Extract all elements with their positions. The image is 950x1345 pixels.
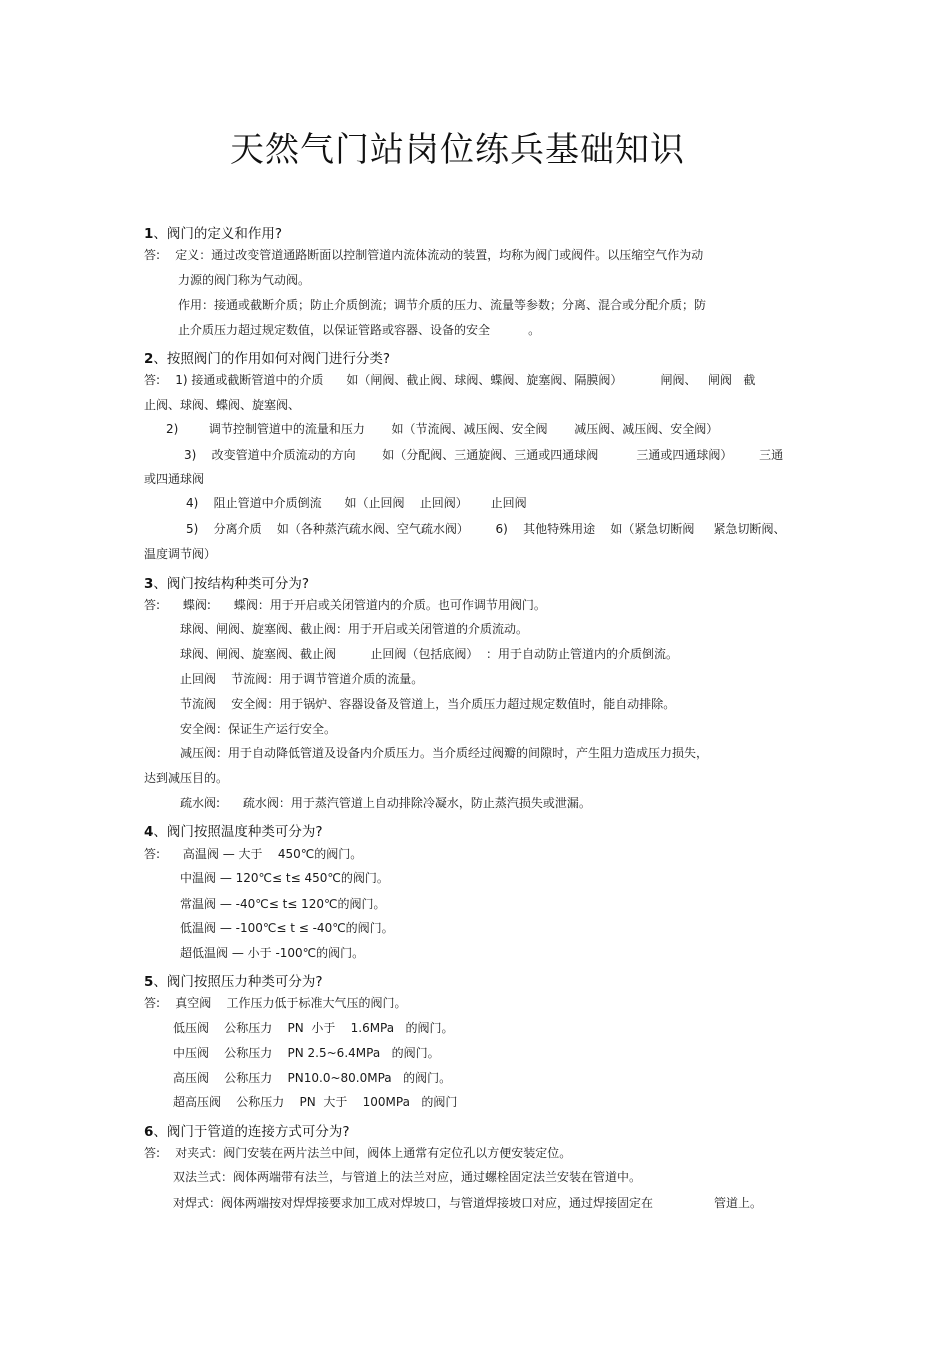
question-heading: 2、按照阀门的作用如何对阀门进行分类? [144,351,391,367]
answer-line: 疏水阀: 疏水阀：用于蒸汽管道上自动排除冷凝水，防止蒸汽损失或泄漏。 [180,796,591,810]
answer-line: 低压阀 公称压力 PN 小于 1.6MPa 的阀门。 [173,1021,454,1035]
answer-line: 减压阀：用于自动降低管道及设备内介质压力。当介质经过阀瓣的间隙时，产生阻力造成压力损失， [180,746,709,760]
answer-line: 或四通球阀 [144,472,205,486]
question-heading: 3、阀门按结构种类可分为? [144,576,310,592]
answer-line: 答: 蝶阀: 蝶阀：用于开启或关闭管道内的介质。也可作调节用阀门。 [144,598,546,612]
answer-line: 双法兰式：阀体两端带有法兰，与管道上的法兰对应，通过螺栓固定法兰安装在管道中。 [173,1170,642,1184]
answer-line: 答: 对夹式：阀门安装在两片法兰中间，阀体上通常有定位孔以方便安装定位。 [144,1146,572,1160]
answer-line: 止介质压力超过规定数值，以保证管路或容器、设备的安全 。 [178,323,541,337]
answer-line: 止回阀 节流阀：用于调节管道介质的流量。 [180,672,424,686]
answer-line: 球阀、闸阀、旋塞阀、截止阀 止回阀（包括底阀） ：用于自动防止管道内的介质倒流。 [180,647,678,661]
answer-line: 4) 阻止管道中介质倒流 如（止回阀 止回阀） 止回阀 [186,496,527,510]
answer-line: 超高压阀 公称压力 PN 大于 100MPa 的阀门 [173,1095,458,1109]
answer-line: 高压阀 公称压力 PN10.0~80.0MPa 的阀门。 [173,1071,452,1085]
answer-line: 答: 高温阀 — 大于 450℃的阀门。 [144,847,363,861]
answer-line: 中温阀 — 120℃≤ t≤ 450℃的阀门。 [180,871,389,885]
answer-line: 达到减压目的。 [144,771,229,785]
answer-line: 答: 1) 接通或截断管道中的介质 如（闸阀、截止阀、球阀、蝶阀、旋塞阀、隔膜阀） 闸阀、 闸阀 截 [144,373,756,387]
answer-line: 低温阀 — -100℃≤ t ≤ -40℃的阀门。 [180,921,394,935]
answer-line: 5) 分离介质 如（各种蒸汽疏水阀、空气疏水阀） 6) 其他特殊用途 如（紧急切断阀 紧急切断阀、 [186,522,786,536]
answer-line: 球阀、闸阀、旋塞阀、截止阀：用于开启或关闭管道的介质流动。 [180,622,529,636]
document-title: 天然气门站岗位练兵基础知识 [230,130,685,170]
answer-line: 超低温阀 — 小于 -100℃的阀门。 [180,946,365,960]
answer-line: 答: 真空阀 工作压力低于标准大气压的阀门。 [144,996,407,1010]
answer-line: 节流阀 安全阀：用于锅炉、容器设备及管道上，当介质压力超过规定数值时，能自动排除。 [180,697,676,711]
answer-line: 作用：接通或截断介质；防止介质倒流；调节介质的压力、流量等参数；分离、混合或分配介质；防 [178,298,707,312]
answer-line: 力源的阀门称为气动阀。 [178,273,311,287]
answer-line: 温度调节阀） [144,547,217,561]
question-heading: 1、阀门的定义和作用? [144,226,283,242]
answer-line: 常温阀 — -40℃≤ t≤ 120℃的阀门。 [180,897,386,911]
question-heading: 4、阀门按照温度种类可分为? [144,824,323,840]
answer-line: 止阀、球阀、蝶阀、旋塞阀、 [144,398,301,412]
question-heading: 6、阀门于管道的连接方式可分为? [144,1124,350,1140]
answer-line: 2) 调节控制管道中的流量和压力 如（节流阀、减压阀、安全阀 减压阀、减压阀、安全阀） [166,422,719,436]
answer-line: 3) 改变管道中介质流动的方向 如（分配阀、三通旋阀、三通或四通球阀 三通或四通球阀） 三通 [184,448,784,462]
answer-line: 中压阀 公称压力 PN 2.5~6.4MPa 的阀门。 [173,1046,440,1060]
answer-line: 安全阀：保证生产运行安全。 [180,722,337,736]
answer-line: 答: 定义：通过改变管道通路断面以控制管道内流体流动的装置，均称为阀门或阀件。以压缩空气作为动 [144,248,704,262]
question-heading: 5、阀门按照压力种类可分为? [144,974,323,990]
answer-line: 对焊式：阀体两端按对焊焊接要求加工成对焊坡口，与管道焊接坡口对应，通过焊接固定在 管道上。 [173,1196,763,1210]
